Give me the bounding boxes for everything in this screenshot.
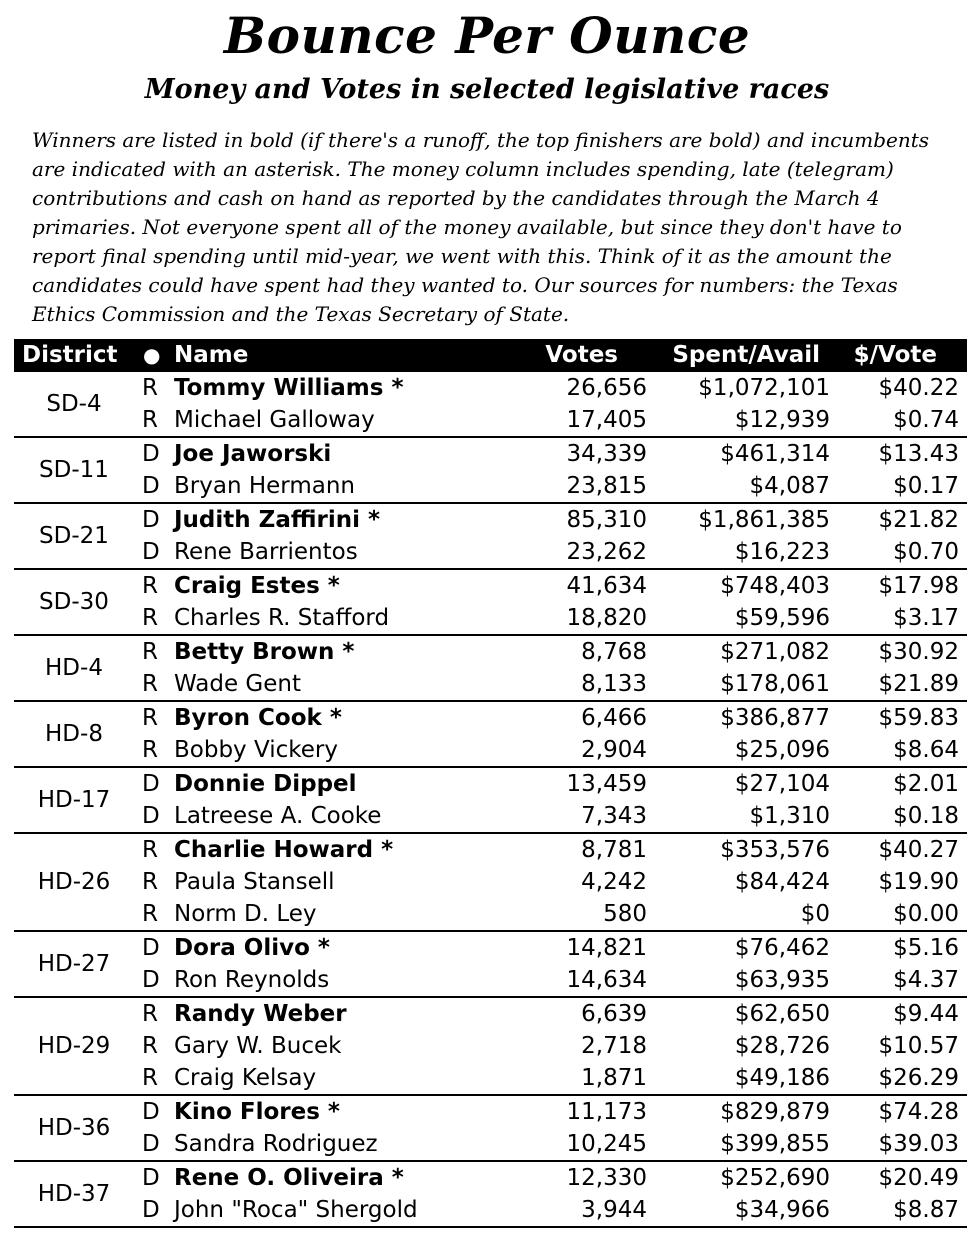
- candidate-row: [14, 372, 967, 404]
- votes-cell: 17,405: [566, 407, 647, 433]
- per-vote-cell: $8.87: [893, 1197, 959, 1223]
- per-vote-cell: $4.37: [893, 967, 959, 993]
- party-label: R: [142, 737, 158, 763]
- race-group: [14, 932, 967, 998]
- per-vote-cell: $9.44: [893, 1001, 959, 1027]
- spent-cell: $84,424: [734, 869, 830, 895]
- district-label: HD-29: [37, 1033, 111, 1059]
- spent-cell: $63,935: [734, 967, 830, 993]
- spent-cell: $178,061: [720, 671, 830, 697]
- candidate-row: [14, 404, 967, 436]
- per-vote-cell: $26.29: [878, 1065, 959, 1091]
- spent-cell: $16,223: [734, 539, 830, 565]
- candidate-name: Bobby Vickery: [174, 737, 338, 763]
- candidate-name: Charles R. Stafford: [174, 605, 390, 631]
- candidate-name: Bryan Hermann: [174, 473, 355, 499]
- candidate-row: [14, 470, 967, 502]
- candidate-name: Craig Estes *: [174, 573, 340, 599]
- candidate-row: [14, 932, 967, 964]
- spent-cell: $49,186: [734, 1065, 830, 1091]
- table-header: [14, 339, 967, 372]
- votes-cell: 23,262: [566, 539, 647, 565]
- race-group: [14, 1096, 967, 1162]
- votes-cell: 11,173: [566, 1099, 647, 1125]
- per-vote-cell: $59.83: [878, 705, 959, 731]
- party-label: R: [142, 605, 158, 631]
- district-label: HD-4: [45, 655, 103, 681]
- votes-cell: 13,459: [566, 771, 647, 797]
- votes-cell: 3,944: [581, 1197, 647, 1223]
- race-group: [14, 636, 967, 702]
- party-label: R: [142, 869, 158, 895]
- party-label: D: [142, 539, 160, 565]
- per-vote-cell: $30.92: [878, 639, 959, 665]
- party-label: D: [142, 1131, 160, 1157]
- party-label: R: [142, 1065, 158, 1091]
- party-label: D: [142, 1165, 160, 1191]
- candidate-name: Rene Barrientos: [174, 539, 358, 565]
- candidate-row: [14, 504, 967, 536]
- per-vote-cell: $39.03: [878, 1131, 959, 1157]
- per-vote-cell: $17.98: [878, 573, 959, 599]
- per-vote-cell: $21.89: [878, 671, 959, 697]
- district-label: SD-4: [46, 391, 102, 417]
- candidate-row: [14, 702, 967, 734]
- header-per-vote: $/Vote: [853, 342, 937, 368]
- votes-cell: 10,245: [566, 1131, 647, 1157]
- votes-cell: 23,815: [566, 473, 647, 499]
- race-group: [14, 438, 967, 504]
- per-vote-cell: $2.01: [893, 771, 959, 797]
- candidate-row: [14, 1062, 967, 1094]
- spent-cell: $353,576: [720, 837, 830, 863]
- spent-cell: $76,462: [734, 935, 830, 961]
- candidate-row: [14, 734, 967, 766]
- candidate-name: Byron Cook *: [174, 705, 342, 731]
- candidate-row: [14, 602, 967, 634]
- candidate-row: [14, 668, 967, 700]
- table-body: [14, 372, 967, 1228]
- party-label: D: [142, 441, 160, 467]
- candidate-name: Rene O. Oliveira *: [174, 1165, 404, 1191]
- candidate-row: [14, 1096, 967, 1128]
- votes-cell: 14,821: [566, 935, 647, 961]
- party-label: R: [142, 901, 158, 927]
- candidate-name: Randy Weber: [174, 1001, 347, 1027]
- district-label: SD-30: [39, 589, 109, 615]
- party-label: R: [142, 705, 158, 731]
- candidate-name: Donnie Dippel: [174, 771, 357, 797]
- per-vote-cell: $0.00: [893, 901, 959, 927]
- candidate-row: [14, 768, 967, 800]
- candidate-row: [14, 898, 967, 930]
- candidate-row: [14, 536, 967, 568]
- votes-cell: 41,634: [566, 573, 647, 599]
- spent-cell: $1,310: [749, 803, 830, 829]
- candidate-name: Latreese A. Cooke: [174, 803, 382, 829]
- spent-cell: $1,072,101: [698, 375, 830, 401]
- candidate-row: [14, 636, 967, 668]
- header-spent: Spent/Avail: [672, 342, 820, 368]
- candidate-name: Michael Galloway: [174, 407, 375, 433]
- votes-cell: 7,343: [581, 803, 647, 829]
- votes-cell: 2,718: [581, 1033, 647, 1059]
- candidate-row: [14, 800, 967, 832]
- candidate-row: [14, 998, 967, 1030]
- race-group: [14, 834, 967, 932]
- party-label: D: [142, 935, 160, 961]
- candidate-name: Paula Stansell: [174, 869, 335, 895]
- header-name: Name: [174, 342, 249, 368]
- per-vote-cell: $40.27: [878, 837, 959, 863]
- party-label: D: [142, 1197, 160, 1223]
- per-vote-cell: $40.22: [878, 375, 959, 401]
- candidate-row: [14, 866, 967, 898]
- spent-cell: $399,855: [720, 1131, 830, 1157]
- votes-cell: 4,242: [581, 869, 647, 895]
- party-label: R: [142, 407, 158, 433]
- spent-cell: $271,082: [720, 639, 830, 665]
- votes-cell: 26,656: [566, 375, 647, 401]
- votes-cell: 580: [603, 901, 647, 927]
- candidate-name: Sandra Rodriguez: [174, 1131, 378, 1157]
- per-vote-cell: $0.18: [893, 803, 959, 829]
- candidate-name: Norm D. Ley: [174, 901, 317, 927]
- race-group: [14, 702, 967, 768]
- candidate-name: Craig Kelsay: [174, 1065, 317, 1091]
- candidate-name: Tommy Williams *: [174, 375, 404, 401]
- per-vote-cell: $74.28: [878, 1099, 959, 1125]
- race-group: [14, 372, 967, 438]
- party-label: D: [142, 967, 160, 993]
- race-group: [14, 1162, 967, 1228]
- page-title: Bounce Per Ounce: [223, 6, 751, 65]
- votes-cell: 1,871: [581, 1065, 647, 1091]
- votes-cell: 8,768: [581, 639, 647, 665]
- spent-cell: $1,861,385: [698, 507, 830, 533]
- votes-cell: 8,781: [581, 837, 647, 863]
- party-label: R: [142, 671, 158, 697]
- party-label: D: [142, 803, 160, 829]
- candidate-row: [14, 1128, 967, 1160]
- race-group: [14, 504, 967, 570]
- candidate-name: Joe Jaworski: [174, 441, 332, 467]
- header-votes: Votes: [545, 342, 618, 368]
- district-label: HD-36: [37, 1115, 111, 1141]
- votes-cell: 34,339: [566, 441, 647, 467]
- district-label: SD-21: [39, 523, 109, 549]
- spent-cell: $4,087: [749, 473, 830, 499]
- candidate-row: [14, 834, 967, 866]
- race-group: [14, 768, 967, 834]
- per-vote-cell: $5.16: [893, 935, 959, 961]
- candidate-name: Dora Olivo *: [174, 935, 330, 961]
- per-vote-cell: $19.90: [878, 869, 959, 895]
- party-label: R: [142, 375, 158, 401]
- district-label: HD-37: [37, 1181, 111, 1207]
- spent-cell: $27,104: [734, 771, 830, 797]
- party-label: R: [142, 573, 158, 599]
- per-vote-cell: $13.43: [878, 441, 959, 467]
- per-vote-cell: $0.70: [893, 539, 959, 565]
- candidate-name: Charlie Howard *: [174, 837, 394, 863]
- party-label: D: [142, 771, 160, 797]
- party-label: R: [142, 1033, 158, 1059]
- spent-cell: $748,403: [720, 573, 830, 599]
- spent-cell: $829,879: [720, 1099, 830, 1125]
- candidate-row: [14, 1194, 967, 1226]
- per-vote-cell: $8.64: [893, 737, 959, 763]
- candidate-name: Gary W. Bucek: [174, 1033, 342, 1059]
- spent-cell: $12,939: [734, 407, 830, 433]
- spent-cell: $34,966: [734, 1197, 830, 1223]
- district-label: HD-8: [45, 721, 103, 747]
- per-vote-cell: $20.49: [878, 1165, 959, 1191]
- district-label: HD-27: [37, 951, 111, 977]
- candidate-row: [14, 964, 967, 996]
- spent-cell: $0: [800, 901, 830, 927]
- votes-cell: 6,466: [581, 705, 647, 731]
- spent-cell: $386,877: [720, 705, 830, 731]
- votes-cell: 12,330: [566, 1165, 647, 1191]
- candidate-row: [14, 438, 967, 470]
- votes-cell: 85,310: [566, 507, 647, 533]
- candidate-row: [14, 1030, 967, 1062]
- votes-cell: 6,639: [581, 1001, 647, 1027]
- votes-cell: 14,634: [566, 967, 647, 993]
- candidate-row: [14, 570, 967, 602]
- candidate-name: Wade Gent: [174, 671, 301, 697]
- race-group: [14, 998, 967, 1096]
- votes-cell: 8,133: [581, 671, 647, 697]
- per-vote-cell: $21.82: [878, 507, 959, 533]
- header-district: District: [22, 342, 118, 368]
- per-vote-cell: $0.17: [893, 473, 959, 499]
- candidate-name: Ron Reynolds: [174, 967, 330, 993]
- intro-paragraph: Winners are listed in bold (if there's a runoff, the top finishers are bold) and incumbents are indicated with an asterisk. The money column includes spending, late (telegram) contributions and cash on hand as reported by the candidates through the March 4 primaries. Not everyone spent all of the money available, but since they don't have to report final spending until mid-year, we went with this. Think of it as the amount the candidates could have spent had they wanted to. Our sources for numbers: the Texas Ethics Commission and the Texas Secretary of State.: [32, 128, 930, 326]
- header-party-bullet: ●: [143, 343, 161, 367]
- spent-cell: $252,690: [720, 1165, 830, 1191]
- party-label: D: [142, 507, 160, 533]
- results-table: [14, 339, 967, 1228]
- race-group: [14, 570, 967, 636]
- party-label: R: [142, 639, 158, 665]
- spent-cell: $28,726: [734, 1033, 830, 1059]
- spent-cell: $59,596: [734, 605, 830, 631]
- party-label: R: [142, 1001, 158, 1027]
- candidate-name: Kino Flores *: [174, 1099, 340, 1125]
- candidate-row: [14, 1162, 967, 1194]
- spent-cell: $461,314: [720, 441, 830, 467]
- candidate-name: Judith Zaffirini *: [174, 507, 381, 533]
- district-label: SD-11: [39, 457, 109, 483]
- votes-cell: 2,904: [581, 737, 647, 763]
- per-vote-cell: $0.74: [893, 407, 959, 433]
- candidate-name: Betty Brown *: [174, 639, 355, 665]
- spent-cell: $62,650: [734, 1001, 830, 1027]
- party-label: D: [142, 473, 160, 499]
- party-label: R: [142, 837, 158, 863]
- page-subtitle: Money and Votes in selected legislative races: [144, 74, 830, 105]
- party-label: D: [142, 1099, 160, 1125]
- candidate-name: John "Roca" Shergold: [174, 1197, 418, 1223]
- per-vote-cell: $10.57: [878, 1033, 959, 1059]
- district-label: HD-26: [37, 869, 111, 895]
- district-label: HD-17: [37, 787, 111, 813]
- per-vote-cell: $3.17: [893, 605, 959, 631]
- votes-cell: 18,820: [566, 605, 647, 631]
- spent-cell: $25,096: [734, 737, 830, 763]
